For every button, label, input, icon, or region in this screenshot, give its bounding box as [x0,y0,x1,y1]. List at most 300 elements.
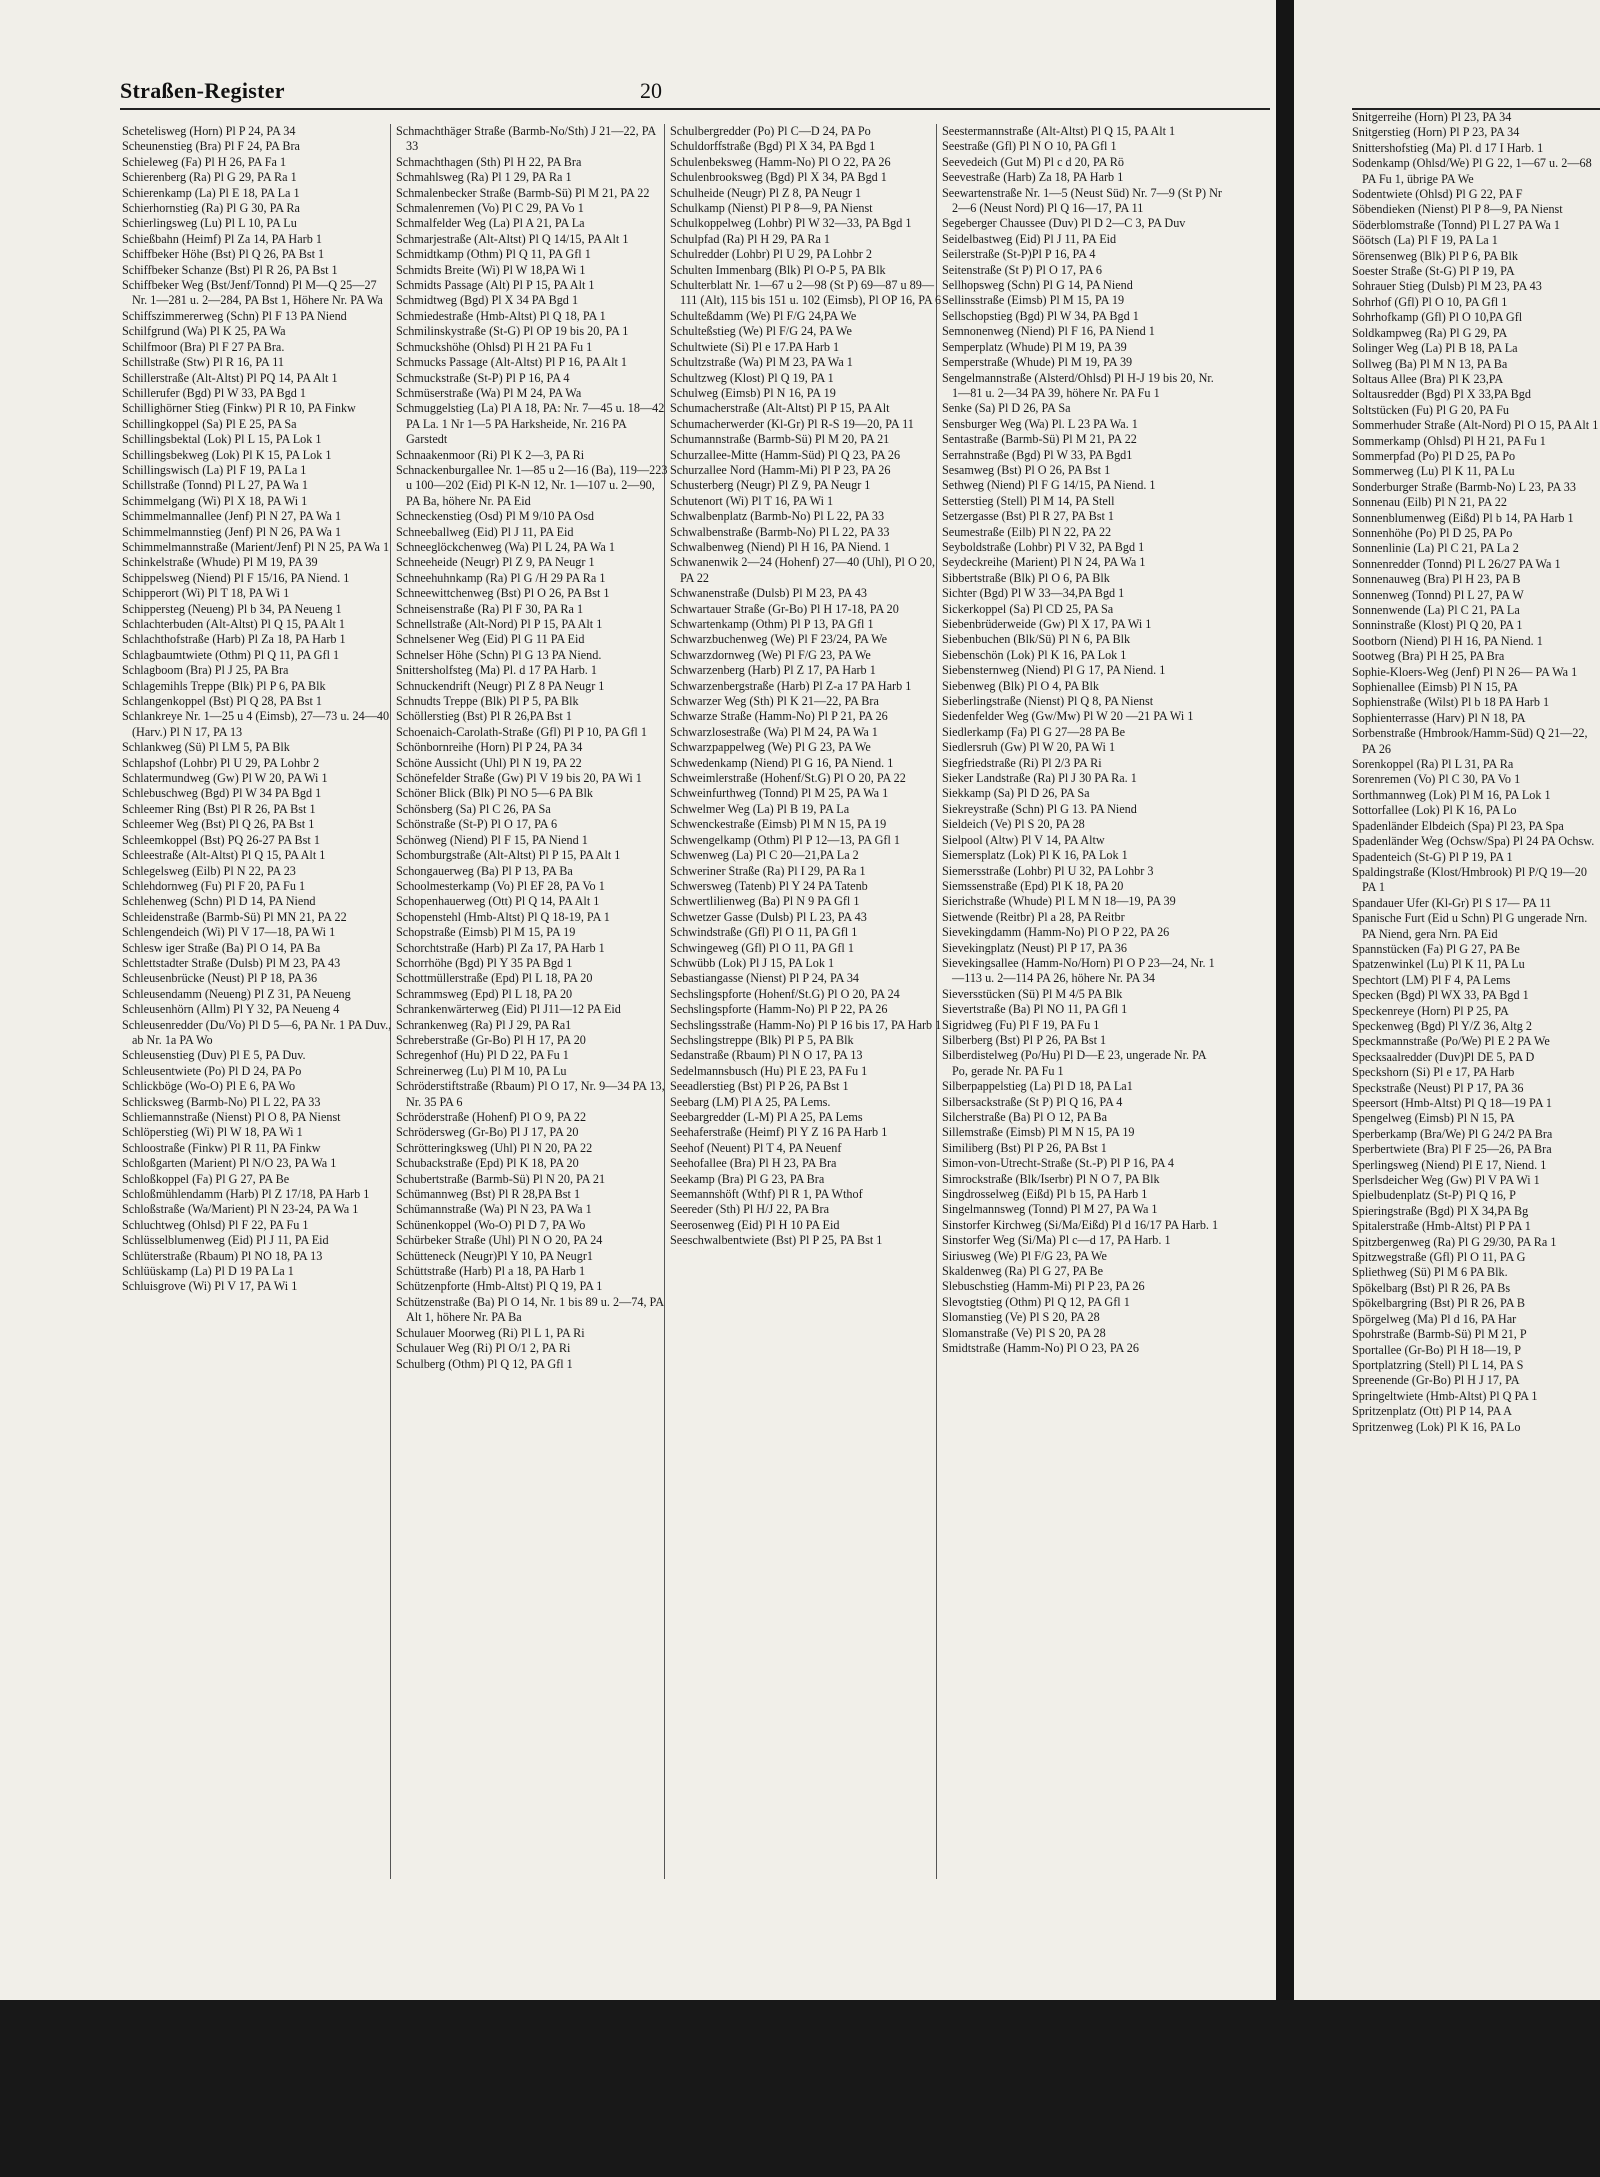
street-entry: Siedlersruh (Gw) Pl W 20, PA Wi 1 [942,740,1116,755]
street-entry: Spadenteich (St-G) Pl P 19, PA 1 [1352,849,1513,864]
street-entry: Sodenkamp (Ohlsd/We) Pl G 22, 1—67 u. 2—68 PA Fu 1, übrige PA We [1352,156,1592,186]
street-entry: Snittersholfsteg (Ma) Pl. d 17 PA Harb. 1 [396,663,597,678]
street-entry: Sonnenau (Eilb) Pl N 21, PA 22 [1352,495,1507,510]
street-entry: Schlagboom (Bra) Pl J 25, PA Bra [122,663,289,678]
street-entry: Sickerkoppel (Sa) Pl CD 25, PA Sa [942,601,1114,616]
street-entry: Sieldeich (Ve) Pl S 20, PA 28 [942,817,1085,832]
street-entry: Schimmelmannstraße (Marient/Jenf) Pl N 25, PA Wa 1 [122,539,390,554]
street-entry: Singdrosselweg (Eißd) Pl b 15, PA Harb 1 [942,1187,1148,1202]
street-entry: Schloostraße (Finkw) Pl R 11, PA Finkw [122,1140,321,1155]
street-entry: Seebargredder (L-M) Pl A 25, PA Lems [670,1110,863,1124]
street-entry: Spritzenweg (Lok) Pl K 16, PA Lo [1352,1419,1521,1434]
street-entry: Schulterblatt Nr. 1—67 u 2—98 (St P) 69—87 u 89—111 (Alt), 115 bis 151 u. 102 (Eimsb), Pl OP 16, PA 6 [670,278,942,308]
street-entry: Seebarg (LM) Pl A 25, PA Lems. [670,1094,831,1109]
street-entry: Schleusentwiete (Po) Pl D 24, PA Po [122,1063,302,1078]
street-entry: Schmahlsweg (Ra) Pl 1 29, PA Ra 1 [396,170,572,185]
header-rule [120,108,1270,110]
street-entry: Speckenreye (Horn) Pl P 25, PA [1352,1003,1509,1018]
street-entry: Schleestraße (Alt-Altst) Pl Q 15, PA Alt 1 [122,848,326,863]
street-entry: Spadenländer Weg (Ochsw/Spa) Pl 24 PA Ochsw. [1352,834,1595,849]
street-entry: Schutenort (Wi) Pl T 16, PA Wi 1 [670,493,834,508]
street-entry: Schwübb (Lok) Pl J 15, PA Lok 1 [670,955,835,970]
street-entry: Sillemstraße (Eimsb) Pl M N 15, PA 19 [942,1125,1135,1140]
street-entry: Sportallee (Gr-Bo) Pl H 18—19, P [1352,1342,1522,1357]
street-entry: Sengelmannstraße (Alsterd/Ohlsd) Pl H-J 19 bis 20, Nr. 1—81 u. 2—34 PA 39, höhere Nr. PA Fu 1 [942,370,1214,400]
street-entry: Semperstraße (Whude) Pl M 19, PA 39 [942,355,1133,370]
scan-background [0,2000,1600,2177]
street-entry: Sonnenweg (Tonnd) Pl L 27, PA W [1352,587,1524,602]
street-entry: Schluchtweg (Ohlsd) Pl F 22, PA Fu 1 [122,1217,309,1232]
street-entry: Sperbertwiete (Bra) Pl F 25—26, PA Bra [1352,1142,1552,1157]
street-entry: Schinkelstraße (Whude) Pl M 19, PA 39 [122,555,318,570]
street-entry: Schwengelkamp (Othm) Pl P 12—13, PA Gfl 1 [670,832,900,847]
street-entry: Schwertlilienweg (Ba) Pl N 9 PA Gfl 1 [670,894,860,909]
street-entry: Schießbahn (Heimf) Pl Za 14, PA Harb 1 [122,231,322,246]
street-entry: Spaldingstraße (Klost/Hmbrook) Pl P/Q 19—20 PA 1 [1352,864,1587,895]
street-entry: Schiffbeker Weg (Bst/Jenf/Tonnd) Pl M—Q 25—27 Nr. 1—281 u. 2—284, PA Bst 1, Höhere Nr. PA Wa [122,278,383,308]
street-entry: Siekreystraße (Schn) Pl G 13. PA Niend [942,801,1137,816]
street-entry: Schwedenkamp (Niend) Pl G 16, PA Niend. 1 [670,755,894,770]
street-entry: Schröderstiftstraße (Rbaum) Pl O 17, Nr. 9—34 PA 13, Nr. 35 PA 6 [396,1079,665,1109]
street-entry: Spanische Furt (Eid u Schn) Pl G ungerade Nrn. PA Niend, gera Nrn. PA Eid [1352,911,1588,941]
street-entry: Siemersstraße (Lohbr) Pl U 32, PA Lohbr 3 [942,863,1154,878]
street-entry: Schloßmühlendamm (Harb) Pl Z 17/18, PA Harb 1 [122,1187,370,1202]
street-entry: Seestermannstraße (Alt-Altst) Pl Q 15, PA Alt 1 [942,124,1176,138]
street-entry: Sophienstraße (Wilst) Pl b 18 PA Harb 1 [1352,695,1550,710]
street-entry: Slomanstieg (Ve) Pl S 20, PA 28 [942,1310,1100,1325]
street-entry: Sonninstraße (Klost) Pl Q 20, PA 1 [1352,618,1523,633]
street-entry: Schippelsweg (Niend) Pl F 15/16, PA Niend. 1 [122,570,350,585]
street-entry: Schwanenstraße (Dulsb) Pl M 23, PA 43 [670,586,867,601]
street-entry: Smidtstraße (Hamm-No) Pl O 23, PA 26 [942,1341,1139,1356]
street-entry: Schmuggelstieg (La) Pl A 18, PA: Nr. 7—45 u. 18—42 PA La. 1 Nr 1—5 PA Harksheide, Nr. 216 PA Garstedt [396,401,665,447]
street-entry: Spreenende (Gr-Bo) Pl H J 17, PA [1352,1373,1520,1388]
street-entry: Schulberg (Othm) Pl Q 12, PA Gfl 1 [396,1356,573,1371]
street-entry: Schrötteringksweg (Uhl) Pl N 20, PA 22 [396,1140,593,1155]
street-entry: Schiffbeker Schanze (Bst) Pl R 26, PA Bst 1 [122,262,338,277]
street-entry: Spohrstraße (Barmb-Sü) Pl M 21, P [1352,1327,1527,1342]
street-entry: Sensburger Weg (Wa) Pl. L 23 PA Wa. 1 [942,416,1138,431]
street-entry: Schilfmoor (Bra) Pl F 27 PA Bra. [122,339,285,354]
street-entry: Sonnenauweg (Bra) Pl H 23, PA B [1352,572,1521,587]
street-entry: Schmalfelder Weg (La) Pl A 21, PA La [396,216,585,231]
street-entry: Slevogtstieg (Othm) Pl Q 12, PA Gfl 1 [942,1294,1130,1309]
street-entry: Schmalenremen (Vo) Pl C 29, PA Vo 1 [396,201,584,216]
page-header [120,78,1270,108]
street-entry: Schlüterstraße (Rbaum) Pl NO 18, PA 13 [122,1248,323,1263]
street-entry: Spadenländer Elbdeich (Spa) Pl 23, PA Spa [1352,818,1564,833]
street-entry: Slebuschstieg (Hamm-Mi) Pl P 23, PA 26 [942,1279,1145,1294]
street-entry: Sperlsdeicher Weg (Gw) Pl V PA Wi 1 [1352,1173,1540,1188]
street-entry: Schlebuschweg (Bgd) Pl W 34 PA Bgd 1 [122,786,322,801]
street-entry: Schlehenweg (Schn) Pl D 14, PA Niend [122,894,316,909]
street-entry: Siebensternweg (Niend) Pl G 17, PA Niend. 1 [942,663,1166,678]
street-entry: Spielbudenplatz (St-P) Pl Q 16, P [1352,1188,1516,1203]
street-entry: Schultzweg (Klost) Pl Q 19, PA 1 [670,370,834,385]
street-entry: Schulenbrooksweg (Bgd) Pl X 34, PA Bgd 1 [670,170,887,185]
street-entry: Serrahnstraße (Bgd) Pl W 33, PA Bgd1 [942,447,1133,462]
street-entry: Schulauer Weg (Ri) Pl O/1 2, PA Ri [396,1341,571,1356]
street-entry: Schumannstraße (Barmb-Sü) Pl M 20, PA 21 [670,432,890,447]
street-entry: Seitenstraße (St P) Pl O 17, PA 6 [942,262,1103,277]
street-entry: Schmuckstraße (St-P) Pl P 16, PA 4 [396,370,570,385]
street-entry: Schurzallee-Mitte (Hamm-Süd) Pl Q 23, PA 26 [670,447,901,462]
street-entry: Söötsch (La) Pl F 19, PA La 1 [1352,233,1498,248]
street-entry: Sonnenhöhe (Po) Pl D 25, PA Po [1352,525,1513,540]
street-entry: Schwenweg (La) Pl C 20—21,PA La 2 [670,848,859,863]
street-entry: Schlankweg (Sü) Pl LM 5, PA Blk [122,740,290,755]
street-entry: Schlesw iger Straße (Ba) Pl O 14, PA Ba [122,940,321,955]
street-entry: Schröderstraße (Hohenf) Pl O 9, PA 22 [396,1110,587,1124]
street-entry: Schwalbenweg (Niend) Pl H 16, PA Niend. 1 [670,539,890,554]
street-entry: Silberdistelweg (Po/Hu) Pl D—E 23, ungerade Nr. PA Po, gerade Nr. PA Fu 1 [942,1048,1206,1078]
street-entry: Similiberg (Bst) Pl P 26, PA Bst 1 [942,1140,1107,1155]
street-entry: Sonderburger Straße (Barmb-No) L 23, PA 33 [1352,479,1576,494]
street-entry: Schurzallee Nord (Hamm-Mi) Pl P 23, PA 26 [670,462,891,477]
street-entry: Springeltwiete (Hmb-Altst) Pl Q PA 1 [1352,1388,1538,1403]
street-entry: Sievekingplatz (Neust) Pl P 17, PA 36 [942,940,1127,955]
street-entry: Sigridweg (Fu) Pl F 19, PA Fu 1 [942,1017,1100,1032]
street-entry: Schierenkamp (La) Pl E 18, PA La 1 [122,185,300,200]
street-entry: Seewartenstraße Nr. 1—5 (Neust Süd) Nr. 7—9 (St P) Nr 2—6 (Neust Nord) Pl Q 16—17, PA 11 [942,185,1222,216]
street-entry: Seekamp (Bra) Pl G 23, PA Bra [670,1171,825,1186]
street-entry: Sellschopstieg (Bgd) Pl W 34, PA Bgd 1 [942,308,1139,323]
street-entry: Setzergasse (Bst) Pl R 27, PA Bst 1 [942,509,1114,524]
street-entry: Schimmelmannstieg (Jenf) Pl N 26, PA Wa 1 [122,524,342,539]
street-entry: Sootweg (Bra) Pl H 25, PA Bra [1352,649,1505,664]
street-entry: Schlüüskamp (La) Pl D 19 PA La 1 [122,1264,294,1279]
street-entry: Schnelsener Weg (Eid) Pl G 11 PA Eid [396,632,585,647]
street-entry: Solinger Weg (La) Pl B 18, PA La [1352,341,1518,356]
street-entry: Sorenkoppel (Ra) Pl L 31, PA Ra [1352,757,1514,772]
street-entry: Spitalerstraße (Hmb-Altst) Pl P PA 1 [1352,1219,1531,1234]
street-entry: Schwarzenbergstraße (Harb) Pl Z-a 17 PA Harb 1 [670,678,912,693]
street-entry: Schlengendeich (Wi) Pl V 17—18, PA Wi 1 [122,925,336,940]
street-entry: Schimmelmannallee (Jenf) Pl N 27, PA Wa 1 [122,509,342,524]
street-entry: Schreinerweg (Lu) Pl M 10, PA Lu [396,1063,567,1078]
street-entry: Sodentwiete (Ohlsd) Pl G 22, PA F [1352,187,1523,202]
street-entry: Schluisgrove (Wi) Pl V 17, PA Wi 1 [122,1279,298,1294]
street-entry: Schieleweg (Fa) Pl H 26, PA Fa 1 [122,154,287,169]
street-entry: Schulkamp (Nienst) Pl P 8—9, PA Nienst [670,201,873,216]
street-entry: Schillingsbektal (Lok) Pl L 15, PA Lok 1 [122,432,322,447]
register-title: Straßen-Register [120,78,285,103]
street-entry: Schüttstraße (Harb) Pl a 18, PA Harb 1 [396,1264,586,1279]
street-entry: Sonnenwende (La) Pl C 21, PA La [1352,603,1520,617]
street-entry: Schubackstraße (Epd) Pl K 18, PA 20 [396,1156,579,1171]
street-entry: Sechslingspforte (Hamm-No) Pl P 22, PA 26 [670,1002,888,1017]
street-entry: Sedelmannsbusch (Hu) Pl E 23, PA Fu 1 [670,1063,868,1078]
street-entry: Schwarzdornweg (We) Pl F/G 23, PA We [670,647,871,662]
street-entry: Silcherstraße (Ba) Pl O 12, PA Ba [942,1110,1108,1124]
street-entry: Sechslingstreppe (Blk) Pl P 5, PA Blk [670,1032,854,1047]
street-entry: Schierenberg (Ra) Pl G 29, PA Ra 1 [122,170,297,185]
street-entry: Schlagbaumtwiete (Othm) Pl Q 11, PA Gfl 1 [122,647,340,662]
street-entry: Schwindstraße (Gfl) Pl O 11, PA Gfl 1 [670,925,858,940]
street-entry: Schulten Immenbarg (Blk) Pl O-P 5, PA Blk [670,262,886,277]
street-entry: Sechslingspforte (Hohenf/St.G) Pl O 20, PA 24 [670,986,900,1001]
street-entry: Schönstraße (St-P) Pl O 17, PA 6 [396,817,558,832]
street-entry: Siegfriedstraße (Ri) Pl 2/3 PA Ri [942,755,1102,770]
street-entry: Sophienterrasse (Harv) Pl N 18, PA [1352,710,1526,725]
street-entry: Singelmannsweg (Tonnd) Pl M 27, PA Wa 1 [942,1202,1158,1217]
street-entry: Snittershofstieg (Ma) Pl. d 17 I Harb. 1 [1352,140,1544,155]
street-entry: Schönbornreihe (Horn) Pl P 24, PA 34 [396,740,583,755]
street-entry: Sietwende (Reitbr) Pl a 28, PA Reitbr [942,909,1125,924]
street-entry: Spritzenplatz (Ott) Pl P 14, PA A [1352,1404,1512,1419]
street-entry: Schillingsbekweg (Lok) Pl K 15, PA Lok 1 [122,447,332,462]
street-entry: Senke (Sa) Pl D 26, PA Sa [942,401,1071,416]
street-entry: Schultzstraße (Wa) Pl M 23, PA Wa 1 [670,355,853,370]
street-entry: Schomburgstraße (Alt-Altst) Pl P 15, PA Alt 1 [396,848,621,863]
street-entry: Schönefelder Straße (Gw) Pl V 19 bis 20, PA Wi 1 [396,771,642,786]
street-entry: Spitzbergenweg (Ra) Pl G 29/30, PA Ra 1 [1352,1234,1557,1249]
street-entry: Schlatermundweg (Gw) Pl W 20, PA Wi 1 [122,771,328,786]
street-entry: Söderblomstraße (Tonnd) Pl L 27 PA Wa 1 [1352,217,1560,232]
street-entry: Seerosenweg (Eid) Pl H 10 PA Eid [670,1217,840,1232]
street-entry: Semnonenweg (Niend) Pl F 16, PA Niend 1 [942,324,1155,339]
street-entry: Schillighörner Stieg (Finkw) Pl R 10, PA Finkw [122,401,356,416]
street-entry: Schongauerweg (Ba) Pl P 13, PA Ba [396,863,573,878]
street-entry: Schlapshof (Lohbr) Pl U 29, PA Lohbr 2 [122,755,320,770]
street-entry: Spökelbargring (Bst) Pl R 26, PA B [1352,1296,1526,1311]
street-entry: Schnuckendrift (Neugr) Pl Z 8 PA Neugr 1 [396,678,605,693]
street-entry: Schulredder (Lohbr) Pl U 29, PA Lohbr 2 [670,247,872,262]
street-entry: Siemssenstraße (Epd) Pl K 18, PA 20 [942,878,1124,893]
street-entry: Schlangenkoppel (Bst) Pl Q 28, PA Bst 1 [122,694,322,709]
street-entry: Schneeheide (Neugr) Pl Z 9, PA Neugr 1 [396,555,595,570]
street-entry: Schwarzer Weg (Sth) Pl K 21—22, PA Bra [670,694,879,709]
street-entry: Schmüserstraße (Wa) Pl M 24, PA Wa [396,385,582,400]
street-entry: Schmidtweg (Bgd) Pl X 34 PA Bgd 1 [396,293,579,308]
street-entry: Sedanstraße (Rbaum) Pl N O 17, PA 13 [670,1048,863,1063]
street-entry: Schmalenbecker Straße (Barmb-Sü) Pl M 21, PA 22 [396,185,650,200]
street-entry: Sörensenweg (Blk) Pl P 6, PA Blk [1352,248,1519,263]
street-entry: Schlachterbuden (Alt-Altst) Pl Q 15, PA Alt 1 [122,617,345,631]
street-entry: Sonnenredder (Tonnd) Pl L 26/27 PA Wa 1 [1352,556,1561,571]
street-entry: Schillingkoppel (Sa) Pl E 25, PA Sa [122,416,297,431]
street-entry: Schneeglöckchenweg (Wa) Pl L 24, PA Wa 1 [396,539,615,554]
street-entry: Sohrauer Stieg (Dulsb) Pl M 23, PA 43 [1352,279,1542,294]
street-entry: Schlickböge (Wo-O) Pl E 6, PA Wo [122,1079,296,1094]
street-entry: Schlehdornweg (Fu) Pl F 20, PA Fu 1 [122,878,306,893]
street-entry: Schweriner Straße (Ra) Pl I 29, PA Ra 1 [670,863,866,878]
street-entry: Schreberstraße (Gr-Bo) Pl H 17, PA 20 [396,1032,586,1047]
street-entry: Schillstraße (Tonnd) Pl L 27, PA Wa 1 [122,478,308,493]
street-entry: Schweinfurthweg (Tonnd) Pl M 25, PA Wa 1 [670,786,889,801]
street-entry: Schwingeweg (Gfl) Pl O 11, PA Gfl 1 [670,940,854,955]
street-entry: Schmachthagen (Sth) Pl H 22, PA Bra [396,154,582,169]
street-entry: Schopenhauerweg (Ott) Pl Q 14, PA Alt 1 [396,894,600,909]
street-entry: Schiffbeker Höhe (Bst) Pl Q 26, PA Bst 1 [122,247,325,262]
street-entry: Schuldorffstraße (Bgd) Pl X 34, PA Bgd 1 [670,139,876,154]
street-entry: Sottorfallee (Lok) Pl K 16, PA Lo [1352,803,1517,818]
street-entry: Simon-von-Utrecht-Straße (St.-P) Pl P 16, PA 4 [942,1156,1175,1171]
street-entry: Schwarzlosestraße (Wa) Pl M 24, PA Wa 1 [670,724,878,739]
street-entry: Segeberger Chaussee (Duv) Pl D 2—C 3, PA Duv [942,216,1186,231]
street-entry: Schmiedestraße (Hmb-Altst) Pl Q 18, PA 1 [396,308,606,323]
street-entry: Siriusweg (We) Pl F/G 23, PA We [942,1248,1107,1263]
street-entry: Schwenckestraße (Eimsb) Pl M N 15, PA 19 [670,817,887,832]
street-entry: Schimmelgang (Wi) Pl X 18, PA Wi 1 [122,493,308,508]
street-entry: Sophie-Kloers-Weg (Jenf) Pl N 26— PA Wa 1 [1352,664,1578,679]
street-entry: Sommerpfad (Po) Pl D 25, PA Po [1352,448,1516,463]
street-entry: Siebenbuchen (Blk/Sü) Pl N 6, PA Blk [942,632,1131,647]
street-entry: Schliemannstraße (Nienst) Pl O 8, PA Nienst [122,1110,341,1124]
street-entry: Schneehuhnkamp (Ra) Pl G /H 29 PA Ra 1 [396,570,606,585]
street-entry: Seevestraße (Harb) Za 18, PA Harb 1 [942,170,1124,185]
street-entry: Silbersackstraße (St P) Pl Q 16, PA 4 [942,1094,1123,1109]
street-entry: Schleemer Ring (Bst) Pl R 26, PA Bst 1 [122,801,316,816]
street-entry: Schneewittchenweg (Bst) Pl O 26, PA Bst 1 [396,586,610,601]
street-entry: Schultwiete (Si) Pl e 17.PA Harb 1 [670,339,840,354]
street-entry: Seehofallee (Bra) Pl H 23, PA Bra [670,1156,837,1171]
street-entry: Sorthmannweg (Lok) Pl M 16, PA Lok 1 [1352,787,1551,802]
street-entry: Schlüsselblumenweg (Eid) Pl J 11, PA Eid [122,1233,329,1248]
page-number: 20 [640,78,662,103]
street-entry: Schulheide (Neugr) Pl Z 8, PA Neugr 1 [670,185,862,200]
street-entry: Schwalbenstraße (Barmb-No) Pl L 22, PA 33 [670,524,890,539]
street-entry: Sentastraße (Barmb-Sü) Pl M 21, PA 22 [942,432,1137,447]
street-entry: Schmidtkamp (Othm) Pl Q 11, PA Gfl 1 [396,247,591,262]
street-entry: Schöner Blick (Blk) Pl NO 5—6 PA Blk [396,786,593,801]
street-entry: Schnaakenmoor (Ri) Pl K 2—3, PA Ri [396,447,585,462]
street-entry: Schmachthäger Straße (Barmb-No/Sth) J 21—22, PA 33 [396,124,656,154]
street-entry: Specken (Bgd) Pl WX 33, PA Bgd 1 [1352,988,1529,1003]
street-entry: Schrödersweg (Gr-Bo) Pl J 17, PA 20 [396,1125,579,1140]
street-entry: Soltstücken (Fu) Pl G 20, PA Fu [1352,402,1510,417]
street-entry: Schloßkoppel (Fa) Pl G 27, PA Be [122,1171,290,1186]
street-entry: Slomanstraße (Ve) Pl S 20, PA 28 [942,1325,1106,1340]
street-entry: Soltausredder (Bgd) Pl X 33,PA Bgd [1352,387,1531,402]
page-gutter [1276,0,1294,2000]
street-entry: Sollweg (Ba) Pl M N 13, PA Ba [1352,356,1508,371]
street-entry: Schoolmesterkamp (Vo) Pl EF 28, PA Vo 1 [396,878,605,893]
street-entry: Schulauer Moorweg (Ri) Pl L 1, PA Ri [396,1325,585,1340]
street-entry: Sohrhofkamp (Gfl) Pl O 10,PA Gfl [1352,310,1523,325]
street-entry: Siedlerkamp (Fa) Pl G 27—28 PA Be [942,724,1126,739]
street-entry: Schrankenweg (Ra) Pl J 29, PA Ra1 [396,1017,572,1032]
street-entry: Schulenbeksweg (Hamm-No) Pl O 22, PA 26 [670,154,891,169]
street-entry: Schöllerstieg (Bst) Pl R 26,PA Bst 1 [396,709,572,724]
street-entry: Schünenkoppel (Wo-O) Pl D 7, PA Wo [396,1217,586,1232]
street-entry: Schlegelsweg (Eilb) Pl N 22, PA 23 [122,863,296,878]
street-entry: Seevedeich (Gut M) Pl c d 20, PA Rö [942,154,1125,169]
street-entry: Schwarzpappelweg (We) Pl G 23, PA We [670,740,871,755]
street-entry: Sommerhuder Straße (Alt-Nord) Pl O 15, PA Alt 1 [1352,418,1599,433]
street-entry: Sebastiangasse (Nienst) Pl P 24, PA 34 [670,971,860,986]
street-entry: Schwalbenplatz (Barmb-No) Pl L 22, PA 33 [670,509,885,524]
street-entry: Silberberg (Bst) Pl P 26, PA Bst 1 [942,1032,1107,1047]
street-entry: Spannstücken (Fa) Pl G 27, PA Be [1352,941,1520,956]
street-entry: Schütteneck (Neugr)Pl Y 10, PA Neugr1 [396,1248,594,1263]
street-entry: Setterstieg (Stell) Pl M 14, PA Stell [942,493,1115,508]
street-entry: Schulpfad (Ra) Pl H 29, PA Ra 1 [670,231,831,246]
street-entry: Schnudts Treppe (Blk) Pl P 5, PA Blk [396,694,579,709]
street-entry: Sievertstraße (Ba) Pl NO 11, PA Gfl 1 [942,1002,1128,1017]
street-entry: Sootborn (Niend) Pl H 16, PA Niend. 1 [1352,633,1543,648]
street-entry: Schoenaich-Carolath-Straße (Gfl) Pl P 10, PA Gfl 1 [396,724,647,739]
street-entry: Schulteßstieg (We) Pl F/G 24, PA We [670,324,852,339]
street-entry: Sportplatzring (Stell) Pl L 14, PA S [1352,1357,1524,1372]
street-entry: Sierichstraße (Whude) Pl L M N 18—19, PA 39 [942,894,1176,909]
street-entry: Schürbeker Straße (Uhl) Pl N O 20, PA 24 [396,1233,603,1248]
street-entry: Schlöperstieg (Wi) Pl W 18, PA Wi 1 [122,1125,303,1140]
street-entry: Seemannshöft (Wthf) Pl R 1, PA Wthof [670,1187,863,1202]
street-entry: Schetelisweg (Horn) Pl P 24, PA 34 [122,124,296,138]
street-entry: Schlachthofstraße (Harb) Pl Za 18, PA Harb 1 [122,632,346,647]
street-entry: Simrockstraße (Blk/Iserbr) Pl N O 7, PA Blk [942,1171,1160,1186]
street-entry: Soltaus Allee (Bra) Pl K 23,PA [1352,371,1504,386]
street-entry: Siedenfelder Weg (Gw/Mw) Pl W 20 —21 PA Wi 1 [942,709,1194,724]
street-entry: Schloßgarten (Marient) Pl N/O 23, PA Wa 1 [122,1156,337,1171]
right-page-column [1352,110,1600,1435]
street-entry: Spliethweg (Sü) Pl M 6 PA Blk. [1352,1265,1508,1280]
street-entry: Schleusendamm (Neueng) Pl Z 31, PA Neueng [122,986,351,1001]
street-entry: Schöne Aussicht (Uhl) Pl N 19, PA 22 [396,755,582,770]
street-entry: Seydeckreihe (Marient) Pl N 24, PA Wa 1 [942,555,1146,570]
street-entry: Seyboldstraße (Lohbr) Pl V 32, PA Bgd 1 [942,539,1145,554]
street-entry: Schipperort (Wi) Pl T 18, PA Wi 1 [122,586,290,601]
street-entry: Seumestraße (Eilb) Pl N 22, PA 22 [942,524,1112,539]
street-entry: Schottmüllerstraße (Epd) Pl L 18, PA 20 [396,971,593,986]
street-entry: Schmidts Breite (Wi) Pl W 18,PA Wi 1 [396,262,586,277]
street-entry: Sievekingsallee (Hamm-No/Horn) Pl O P 23—24, Nr. 1—113 u. 2—114 PA 26, höhere Nr. PA 34 [942,955,1215,986]
street-entry: Schloßstraße (Wa/Marient) Pl N 23-24, PA Wa 1 [122,1202,359,1217]
street-entry: Speckstraße (Neust) Pl P 17, PA 36 [1352,1080,1524,1095]
street-entry: Sibbertstraße (Blk) Pl O 6, PA Blk [942,570,1110,585]
street-entry: Schorrhöhe (Bgd) Pl Y 35 PA Bgd 1 [396,955,573,970]
street-entry: Sieberlingstraße (Nienst) Pl Q 8, PA Nienst [942,694,1154,709]
street-entry: Schützenpforte (Hmb-Altst) Pl Q 19, PA 1 [396,1279,603,1294]
street-entry: Speersort (Hmb-Altst) Pl Q 18—19 PA 1 [1352,1096,1552,1110]
street-entry: Schleidenstraße (Barmb-Sü) Pl MN 21, PA 22 [122,909,347,924]
street-entry: Spandauer Ufer (Kl-Gr) Pl S 17— PA 11 [1352,895,1552,910]
street-entry: Schmucks Passage (Alt-Altst) Pl P 16, PA Alt 1 [396,355,628,370]
street-entry: Sechslingsstraße (Hamm-No) Pl P 16 bis 17, PA Harb 1 [670,1017,942,1032]
street-entry: Schützenstraße (Ba) Pl O 14, Nr. 1 bis 89 u. 2—74, PA Alt 1, höhere Nr. PA Ba [396,1294,664,1325]
street-entry: Snitgerstieg (Horn) Pl P 23, PA 34 [1352,125,1520,140]
street-entry: Schilfgrund (Wa) Pl K 25, PA Wa [122,324,286,339]
street-entry: Schwersweg (Tatenb) Pl Y 24 PA Tatenb [670,878,868,893]
street-entry: Siebenweg (Blk) Pl O 4, PA Blk [942,678,1099,693]
street-entry: Snitgerreihe (Horn) Pl 23, PA 34 [1352,110,1512,124]
street-entry: Siebenbrüderweide (Gw) Pl X 17, PA Wi 1 [942,617,1152,631]
street-entry: Schnelser Höhe (Schn) Pl G 13 PA Niend. [396,647,602,662]
street-entry: Speckenweg (Bgd) Pl Y/Z 36, Altg 2 [1352,1018,1532,1033]
street-entry: Sichter (Bgd) Pl W 33—34,PA Bgd 1 [942,586,1125,601]
street-entry: Schulteßdamm (We) Pl F/G 24,PA We [670,308,857,323]
street-entry: Seeschwalbentwiete (Bst) Pl P 25, PA Bst 1 [670,1233,883,1248]
street-entry: Schwarzbuchenweg (We) Pl F 23/24, PA We [670,632,888,647]
street-entry: Seestraße (Gfl) Pl N O 10, PA Gfl 1 [942,139,1117,154]
street-entry: Schleusenbrücke (Neust) Pl P 18, PA 36 [122,971,318,986]
street-entry: Schneckenstieg (Osd) Pl M 9/10 PA Osd [396,509,594,524]
street-entry: Schwelmer Weg (La) Pl B 19, PA La [670,801,850,816]
street-entry: Schwartenkamp (Othm) Pl P 13, PA Gfl 1 [670,617,874,631]
street-entry: Sonnenblumenweg (Eißd) Pl b 14, PA Harb 1 [1352,510,1574,525]
street-column-1 [122,124,394,1295]
street-entry: Sommerkamp (Ohlsd) Pl H 21, PA Fu 1 [1352,433,1546,448]
street-entry: Schwanenwik 2—24 (Hohenf) 27—40 (Uhl), Pl O 20, PA 22 [670,555,936,585]
street-entry: Schrankenwärterweg (Eid) Pl J11—12 PA Eid [396,1002,621,1017]
street-column-2 [396,124,668,1372]
street-entry: Schlettstadter Straße (Dulsb) Pl M 23, PA 43 [122,955,341,970]
street-entry: Schleemkoppel (Bst) PQ 26-27 PA Bst 1 [122,832,320,847]
street-entry: Schleusenhörn (Allm) Pl Y 32, PA Neueng 4 [122,1002,340,1017]
street-entry: Schleusenredder (Du/Vo) Pl D 5—6, PA Nr. 1 PA Duv., ab Nr. 1a PA Wo [122,1017,392,1047]
street-entry: Sorenremen (Vo) Pl C 30, PA Vo 1 [1352,772,1521,787]
